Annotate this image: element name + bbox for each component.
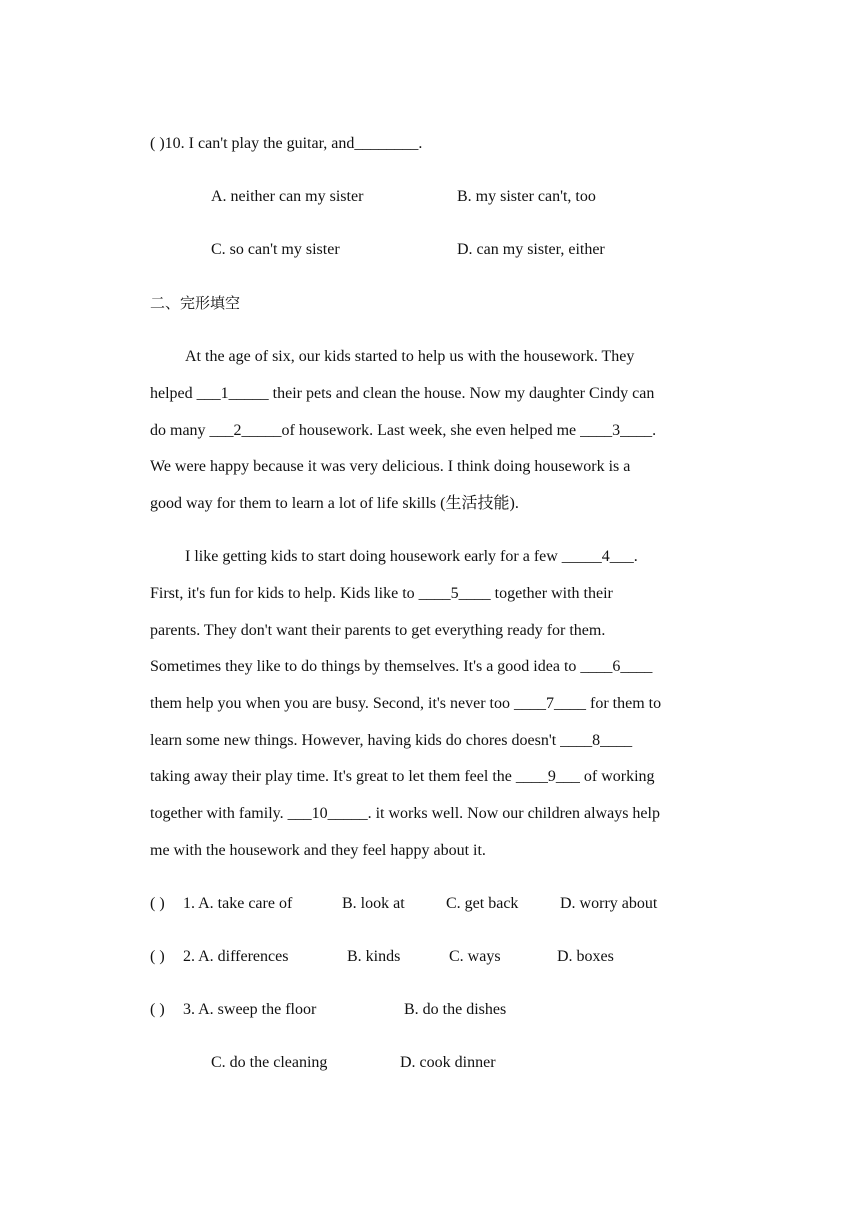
passage-line: taking away their play time. It's great to let them feel the ____9___ of working <box>150 768 655 785</box>
option-c: C. ways <box>449 948 501 965</box>
option-b: B. look at <box>342 895 405 912</box>
passage-line: learn some new things. However, having kids do chores doesn't ____8____ <box>150 732 633 749</box>
passage-line: together with family. ___10_____. it works well. Now our children always help <box>150 805 660 822</box>
option-b: B. kinds <box>347 948 401 965</box>
option-d: D. can my sister, either <box>457 241 605 258</box>
answer-blank: ( ) <box>150 135 165 152</box>
option-c: C. get back <box>446 895 519 912</box>
option-d: D. boxes <box>557 948 614 965</box>
passage-line: do many ___2_____of housework. Last week, she even helped me ____3____. <box>150 422 657 439</box>
question-10 <box>150 134 422 154</box>
passage-line: good way for them to learn a lot of life skills (生活技能). <box>150 495 519 512</box>
question-stem: 10. I can't play the guitar, and________. <box>164 135 423 152</box>
passage-line: me with the housework and they feel happy about it. <box>150 842 486 859</box>
option-b: B. my sister can't, too <box>457 188 596 205</box>
option-c: C. do the cleaning <box>211 1054 328 1071</box>
passage-line: We were happy because it was very delicious. I think doing housework is a <box>150 458 631 475</box>
passage-line: I like getting kids to start doing housework early for a few _____4___. <box>185 548 638 565</box>
option-a: 1. A. take care of <box>183 895 293 912</box>
passage-line: helped ___1_____ their pets and clean the house. Now my daughter Cindy can <box>150 385 655 402</box>
passage-line: them help you when you are busy. Second, it's never too ____7____ for them to <box>150 695 662 712</box>
option-a: A. neither can my sister <box>211 188 364 205</box>
answer-blank: ( ) <box>150 1001 165 1018</box>
option-c: C. so can't my sister <box>211 241 340 258</box>
option-a: 3. A. sweep the floor <box>183 1001 317 1018</box>
option-d: D. worry about <box>560 895 658 912</box>
option-a: 2. A. differences <box>183 948 289 965</box>
passage-line: parents. They don't want their parents to get everything ready for them. <box>150 622 606 639</box>
answer-blank: ( ) <box>150 948 165 965</box>
passage-line: Sometimes they like to do things by themselves. It's a good idea to ____6____ <box>150 658 653 675</box>
answer-blank: ( ) <box>150 895 165 912</box>
option-d: D. cook dinner <box>400 1054 496 1071</box>
option-b: B. do the dishes <box>404 1001 507 1018</box>
passage-line: First, it's fun for kids to help. Kids like to ____5____ together with their <box>150 585 613 602</box>
passage-line: At the age of six, our kids started to help us with the housework. They <box>185 348 635 365</box>
section-title: 二、完形填空 <box>150 294 241 312</box>
